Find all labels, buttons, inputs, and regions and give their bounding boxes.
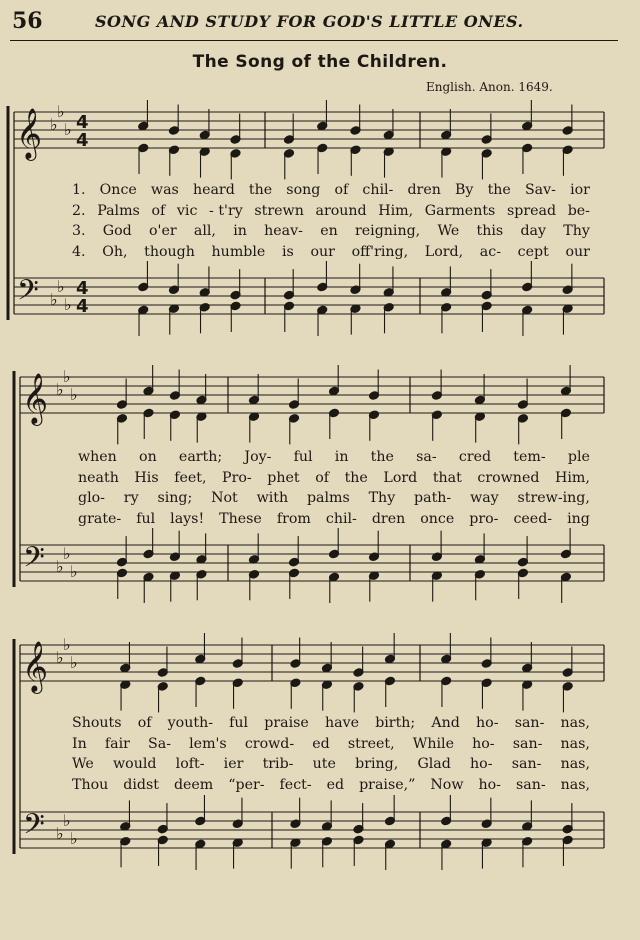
lyric-syllable: Garments	[424, 202, 496, 219]
lyric-syllable: ceed-	[513, 510, 553, 527]
lyric-syllable: praise,”	[359, 776, 416, 793]
lyric-syllable: ho-	[472, 735, 495, 752]
lyric-syllable: ed	[326, 776, 345, 793]
lyric-line	[72, 713, 590, 734]
lyric-syllable: on	[139, 449, 157, 465]
lyric-syllable: ho-	[470, 756, 493, 772]
lyric-syllable: In	[72, 735, 87, 752]
lyric-syllable: dren	[371, 510, 406, 527]
lyric-syllable: once	[420, 510, 455, 527]
lyric-syllable: that	[432, 469, 462, 486]
lyric-syllable: san-	[512, 735, 543, 752]
flat-sign: ♭	[50, 115, 58, 134]
lyric-syllable: “per-	[228, 776, 265, 793]
lyric-syllable: nas,	[560, 735, 590, 752]
lyric-syllable: ior	[570, 182, 590, 198]
lyric-syllable: Shouts	[72, 715, 122, 731]
lyric-syllable: sa-	[416, 449, 437, 465]
flat-sign: ♭	[56, 648, 64, 667]
lyric-syllable: God	[102, 223, 132, 239]
lyric-syllable: our	[310, 243, 335, 260]
lyric-syllable: ac-	[479, 243, 501, 260]
time-signature-digit: 4	[76, 278, 89, 299]
lyric-syllable: ful	[229, 715, 249, 731]
hymn-title: The Song of the Children.	[192, 52, 448, 72]
lyric-syllable: ute	[312, 756, 336, 772]
lyrics-system-2	[78, 447, 590, 529]
lyric-syllable: Glad	[417, 756, 451, 772]
lyric-syllable: Pro-	[222, 469, 252, 486]
lyric-syllable: tem-	[513, 449, 546, 465]
lyric-syllable: path-	[414, 490, 452, 506]
flat-sign: ♭	[57, 102, 65, 121]
lyric-syllable: cred	[458, 449, 492, 465]
lyric-syllable: humble	[211, 243, 266, 260]
lyric-syllable: earth;	[178, 449, 223, 465]
flat-sign: ♭	[64, 120, 72, 139]
lyric-line	[72, 221, 590, 242]
lyric-syllable: heard	[192, 182, 235, 198]
lyric-syllable: our	[565, 243, 590, 260]
lyric-syllable: praise	[264, 715, 309, 731]
lyric-line	[72, 201, 590, 222]
lyric-syllable: didst	[123, 776, 159, 793]
flat-sign: ♭	[63, 367, 71, 386]
lyric-syllable: cept	[517, 243, 549, 260]
lyric-syllable: palms	[306, 490, 350, 506]
treble-clef: 𝄞	[22, 641, 49, 692]
lyric-syllable: feet,	[174, 469, 207, 486]
lyric-syllable: ed	[312, 735, 330, 752]
lyric-line	[72, 775, 590, 796]
lyric-syllable: of	[151, 202, 166, 219]
lyric-syllable: of	[137, 715, 152, 731]
lyric-syllable: ier	[223, 756, 244, 772]
lyric-syllable: way	[470, 490, 499, 506]
lyric-syllable: though	[144, 243, 195, 260]
lyric-line	[72, 754, 590, 775]
lyric-syllable: chil-	[362, 182, 394, 198]
flat-sign: ♭	[63, 544, 71, 563]
lyric-syllable: lays!	[170, 510, 205, 527]
lyric-syllable: is	[281, 243, 294, 260]
lyric-syllable: Sav-	[524, 182, 556, 198]
lyric-syllable: song	[286, 182, 321, 198]
flat-sign: ♭	[70, 829, 78, 848]
lyric-syllable: in	[233, 223, 247, 239]
lyric-syllable: glo-	[78, 490, 105, 506]
time-signature-digit: 4	[76, 112, 89, 133]
lyric-syllable: vic	[176, 202, 198, 219]
lyric-syllable: Once	[99, 182, 137, 198]
lyric-syllable: youth-	[167, 715, 213, 731]
flat-sign: ♭	[56, 557, 64, 576]
lyric-syllable: ful	[293, 449, 313, 465]
flat-sign: ♭	[70, 562, 78, 581]
lyric-syllable: Thy	[368, 490, 396, 506]
lyric-syllable: of	[315, 469, 329, 486]
lyric-syllable: nas,	[560, 715, 590, 731]
lyric-syllable: ry	[123, 490, 139, 506]
lyric-syllable: Palms	[97, 202, 140, 219]
lyric-syllable: phet	[267, 469, 300, 486]
lyric-syllable: fect-	[279, 776, 312, 793]
lyric-syllable: heav-	[264, 223, 303, 239]
hymn-attribution: English. Anon. 1649.	[426, 80, 553, 94]
time-signature-digit: 4	[76, 296, 89, 317]
lyric-syllable: Thy	[563, 223, 590, 239]
lyric-syllable: His	[134, 469, 159, 486]
lyric-syllable: around	[315, 202, 367, 219]
lyric-syllable: the	[248, 182, 273, 198]
lyric-syllable: be-	[567, 202, 590, 219]
lyric-syllable: all,	[193, 223, 216, 239]
lyric-syllable: en	[320, 223, 338, 239]
treble-clef: 𝄞	[22, 373, 49, 424]
lyric-syllable: And	[431, 715, 460, 731]
lyric-syllable: Thou	[72, 776, 109, 793]
lyric-syllable: dren	[407, 182, 441, 198]
flat-sign: ♭	[56, 824, 64, 843]
lyric-syllable: san-	[511, 756, 542, 772]
lyric-syllable: deem	[173, 776, 214, 793]
lyric-syllable: bring,	[355, 756, 399, 772]
lyric-syllable: fair	[104, 735, 130, 752]
flat-sign: ♭	[56, 380, 64, 399]
lyric-syllable: Lord,	[424, 243, 464, 260]
lyric-syllable: 2.	[72, 202, 86, 219]
lyric-syllable: chil-	[325, 510, 357, 527]
lyric-syllable: the	[370, 449, 394, 465]
lyric-syllable: nas,	[560, 756, 590, 772]
lyric-syllable: Sa-	[148, 735, 172, 752]
lyric-syllable: - t'ry	[209, 202, 243, 219]
lyric-syllable: grate-	[78, 510, 122, 527]
lyric-syllable: crowned	[477, 469, 540, 486]
lyric-syllable: the	[487, 182, 511, 198]
lyric-line	[72, 180, 590, 201]
lyric-syllable: crowd-	[244, 735, 295, 752]
lyric-line	[72, 242, 590, 263]
lyric-syllable: lem's	[189, 735, 227, 752]
lyric-syllable: of	[334, 182, 349, 198]
lyric-syllable: san-	[514, 715, 545, 731]
page-number: 56	[12, 8, 43, 34]
lyric-syllable: nas,	[560, 776, 590, 793]
lyrics-system-3	[72, 713, 590, 795]
lyric-syllable: We	[72, 756, 94, 772]
lyric-line	[78, 488, 590, 509]
flat-sign: ♭	[70, 653, 78, 672]
bass-clef: 𝄢	[23, 808, 45, 848]
lyric-syllable: day	[520, 223, 546, 239]
lyric-syllable: birth;	[375, 715, 416, 731]
lyric-syllable: would	[113, 756, 157, 772]
lyric-syllable: trib-	[262, 756, 294, 772]
lyric-syllable: when	[78, 449, 117, 465]
lyric-syllable: with	[256, 490, 289, 506]
lyric-syllable: in	[334, 449, 349, 465]
time-signature-digit: 4	[76, 130, 89, 151]
flat-sign: ♭	[70, 385, 78, 404]
treble-clef: 𝄞	[16, 108, 43, 159]
flat-sign: ♭	[50, 290, 58, 309]
lyric-syllable: ing	[567, 510, 590, 527]
bass-clef: 𝄢	[23, 541, 45, 581]
lyric-syllable: have	[325, 715, 360, 731]
lyric-syllable: from	[276, 510, 311, 527]
flat-sign: ♭	[64, 295, 72, 314]
lyric-syllable: sing;	[157, 490, 193, 506]
lyric-line	[78, 509, 590, 530]
lyric-line	[72, 734, 590, 755]
flat-sign: ♭	[63, 811, 71, 830]
lyric-syllable: ho-	[478, 776, 501, 793]
lyric-syllable: By	[455, 182, 474, 198]
lyric-syllable: Him,	[555, 469, 590, 486]
lyric-syllable: strew-ing,	[517, 490, 590, 506]
lyric-syllable: loft-	[175, 756, 205, 772]
lyric-syllable: Him,	[378, 202, 414, 219]
lyric-syllable: street,	[347, 735, 395, 752]
lyric-syllable: neath	[78, 469, 119, 486]
bass-clef: 𝄢	[17, 274, 39, 314]
running-head: SONG AND STUDY FOR GOD'S LITTLE ONES.	[95, 12, 524, 31]
lyric-line	[78, 468, 590, 489]
lyric-syllable: We	[437, 223, 460, 239]
lyric-syllable: was	[150, 182, 179, 198]
lyric-line	[78, 447, 590, 468]
flat-sign: ♭	[63, 635, 71, 654]
lyric-syllable: strewn	[254, 202, 304, 219]
flat-sign: ♭	[57, 277, 65, 296]
lyric-syllable: Now	[430, 776, 464, 793]
lyric-syllable: ho-	[476, 715, 499, 731]
lyric-syllable: 1.	[72, 182, 86, 198]
lyric-syllable: ful	[136, 510, 156, 527]
lyric-syllable: ple	[567, 449, 590, 465]
lyric-syllable: this	[476, 223, 504, 239]
lyric-syllable: Oh,	[102, 243, 128, 260]
lyric-syllable: off'ring,	[351, 243, 409, 260]
lyric-syllable: o'er	[149, 223, 177, 239]
lyric-syllable: 3.	[72, 223, 86, 239]
lyric-syllable: Lord	[383, 469, 418, 486]
lyric-syllable: While	[412, 735, 454, 752]
lyrics-system-1	[72, 180, 590, 262]
lyric-syllable: spread	[506, 202, 557, 219]
lyric-syllable: Joy-	[244, 449, 272, 465]
lyric-syllable: pro-	[469, 510, 499, 527]
lyric-syllable: 4.	[72, 243, 86, 260]
lyric-syllable: Not	[211, 490, 238, 506]
lyric-syllable: san-	[515, 776, 546, 793]
lyric-syllable: reigning,	[354, 223, 421, 239]
lyric-syllable: These	[219, 510, 262, 527]
lyric-syllable: the	[344, 469, 368, 486]
